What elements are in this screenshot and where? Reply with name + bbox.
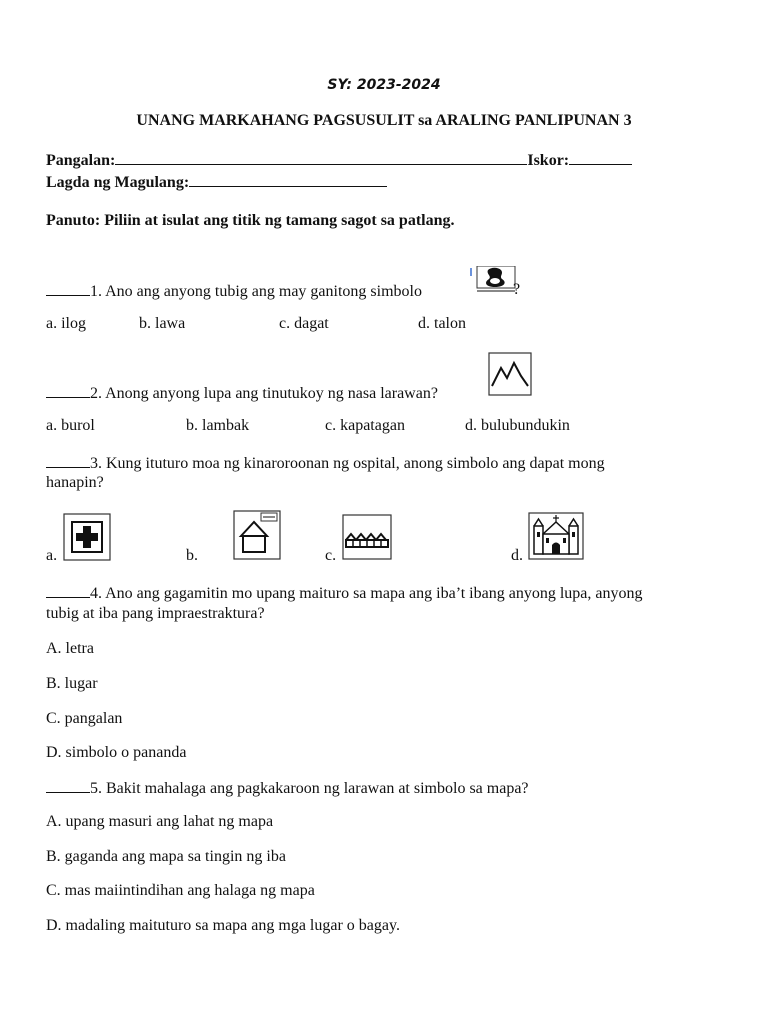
option-3d[interactable]: d. [511, 547, 523, 564]
option-3c[interactable]: c. [325, 547, 337, 564]
option-2c[interactable]: c. kapatagan [325, 417, 405, 434]
question-4 [46, 583, 642, 603]
answer-blank-4[interactable] [46, 583, 90, 598]
church-icon[interactable] [528, 512, 584, 565]
answer-blank-5[interactable] [46, 778, 90, 793]
name-label: Pangalan: [46, 152, 116, 169]
option-1d[interactable]: d. talon [418, 315, 466, 332]
question-1-suffix: ? [513, 281, 521, 298]
question-4-text-line2: tubig at iba pang impraestraktura? [46, 605, 265, 622]
parent-signature-label: Lagda ng Magulang: [46, 174, 190, 191]
score-blank[interactable] [569, 150, 632, 165]
answer-blank-2[interactable] [46, 383, 90, 398]
answer-blank-1[interactable] [46, 281, 90, 296]
option-3a[interactable]: a. [46, 547, 58, 564]
option-4c[interactable]: C. pangalan [46, 710, 123, 727]
option-4b[interactable]: B. lugar [46, 675, 98, 692]
option-1a[interactable]: a. ilog [46, 315, 86, 332]
option-4d[interactable]: D. simbolo o pananda [46, 744, 187, 761]
directions: Panuto: Piliin at isulat ang titik ng tamang sagot sa patlang. [46, 212, 455, 229]
question-5-text: 5. Bakit mahalaga ang pagkakaroon ng larawan at simbolo sa mapa? [90, 780, 529, 797]
parent-signature-row [46, 172, 387, 192]
market-icon[interactable] [342, 514, 392, 565]
question-3 [46, 453, 605, 473]
question-2 [46, 383, 438, 403]
question-3-text: 3. Kung ituturo moa ng kinaroroonan ng ospital, anong simbolo ang dapat mong [90, 455, 605, 472]
option-5b[interactable]: B. gaganda ang mapa sa tingin ng iba [46, 848, 286, 865]
name-blank[interactable] [115, 150, 527, 165]
question-4-text: 4. Ano ang gagamitin mo upang maituro sa mapa ang iba’t ibang anyong lupa, anyong [90, 585, 643, 602]
option-2b[interactable]: b. lambak [186, 417, 250, 434]
option-5c[interactable]: C. mas maiintindihan ang halaga ng mapa [46, 882, 315, 899]
question-1 [46, 281, 422, 301]
question-5 [46, 778, 529, 798]
school-year: SY: 2023-2024 [327, 77, 441, 93]
answer-blank-3[interactable] [46, 453, 90, 468]
option-1b[interactable]: b. lawa [139, 315, 186, 332]
option-5a[interactable]: A. upang masuri ang lahat ng mapa [46, 813, 274, 830]
mountain-range-symbol-icon [488, 352, 532, 401]
parent-signature-blank[interactable] [189, 172, 387, 187]
question-3-text-line2: hanapin? [46, 474, 104, 491]
question-1-text: 1. Ano ang anyong tubig ang may ganitong simbolo [90, 283, 422, 300]
option-4a[interactable]: A. letra [46, 640, 94, 657]
school-building-icon[interactable] [233, 510, 281, 565]
question-2-text: 2. Anong anyong lupa ang tinutukoy ng nasa larawan? [90, 385, 438, 402]
name-row [46, 150, 632, 170]
option-3b[interactable]: b. [186, 547, 198, 564]
exam-title: UNANG MARKAHANG PAGSUSULIT sa ARALING PANLIPUNAN 3 [136, 112, 632, 129]
option-2d[interactable]: d. bulubundukin [465, 417, 570, 434]
option-2a[interactable]: a. burol [46, 417, 95, 434]
hospital-cross-icon[interactable] [63, 513, 111, 566]
score-label: Iskor: [527, 152, 570, 169]
option-5d[interactable]: D. madaling maituturo sa mapa ang mga lugar o bagay. [46, 917, 400, 934]
option-1c[interactable]: c. dagat [279, 315, 329, 332]
